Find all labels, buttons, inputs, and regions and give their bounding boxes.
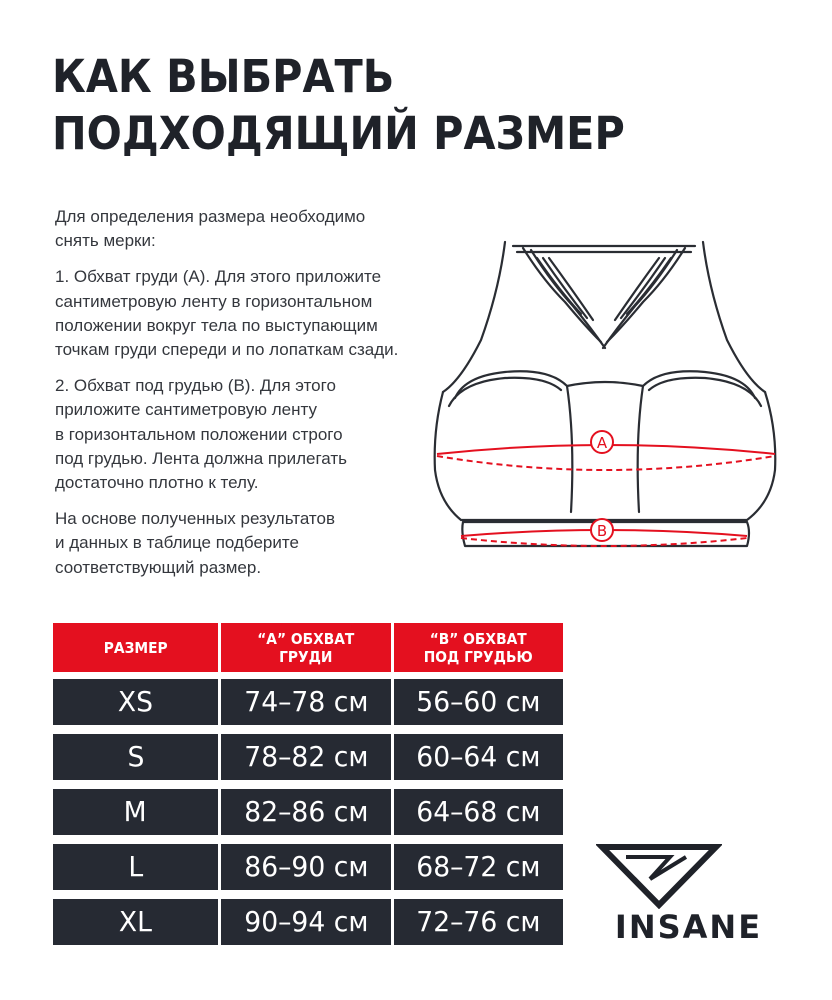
size-cell: S	[53, 734, 218, 780]
underbust-cell: 56–60 см	[394, 679, 563, 725]
header-size: РАЗМЕР	[53, 623, 218, 672]
underbust-cell: 60–64 см	[394, 734, 563, 780]
page-title	[52, 48, 733, 162]
step-2-text: 2. Обхват под грудью (В). Для этого приложите сантиметровую ленту в горизонтальном положении строго под грудью. Лента должна прилегать достаточно плотно к телу.	[55, 376, 348, 493]
chest-cell: 82–86 см	[221, 789, 391, 835]
underbust-cell: 72–76 см	[394, 899, 563, 945]
chest-cell: 78–82 см	[221, 734, 391, 780]
chest-cell: 90–94 см	[221, 899, 391, 945]
intro-text: Для определения размера необходимо снять мерки:	[55, 207, 366, 251]
title-line-2: ПОДХОДЯЩИЙ РАЗМЕР	[52, 107, 625, 160]
label-b: B	[596, 522, 608, 540]
chest-cell: 86–90 см	[221, 844, 391, 890]
size-cell: L	[53, 844, 218, 890]
step-1-text: 1. Обхват груди (А). Для этого приложите сантиметровую ленту в горизонтальном положении вокруг тела по выступающим точкам груди спереди и по лопаткам сзади.	[55, 267, 399, 360]
underbust-cell: 68–72 см	[394, 844, 563, 890]
sports-bra-illustration	[425, 230, 785, 560]
underbust-cell: 64–68 см	[394, 789, 563, 835]
label-a: A	[596, 434, 608, 452]
header-chest: “А” ОБХВАТ ГРУДИ	[221, 623, 391, 672]
brand-name: INSANE	[614, 908, 763, 946]
chest-cell: 74–78 см	[221, 679, 391, 725]
insane-logo-icon	[596, 843, 722, 909]
title-line-1: КАК ВЫБРАТЬ	[52, 50, 395, 103]
size-cell: M	[53, 789, 218, 835]
conclusion-text: На основе полученных результатов и данных в таблице подберите соответствующий размер.	[55, 509, 335, 577]
header-underbust: “В” ОБХВАТ ПОД ГРУДЬЮ	[394, 623, 563, 672]
size-cell: XS	[53, 679, 218, 725]
size-cell: XL	[53, 899, 218, 945]
instructions	[55, 205, 455, 592]
